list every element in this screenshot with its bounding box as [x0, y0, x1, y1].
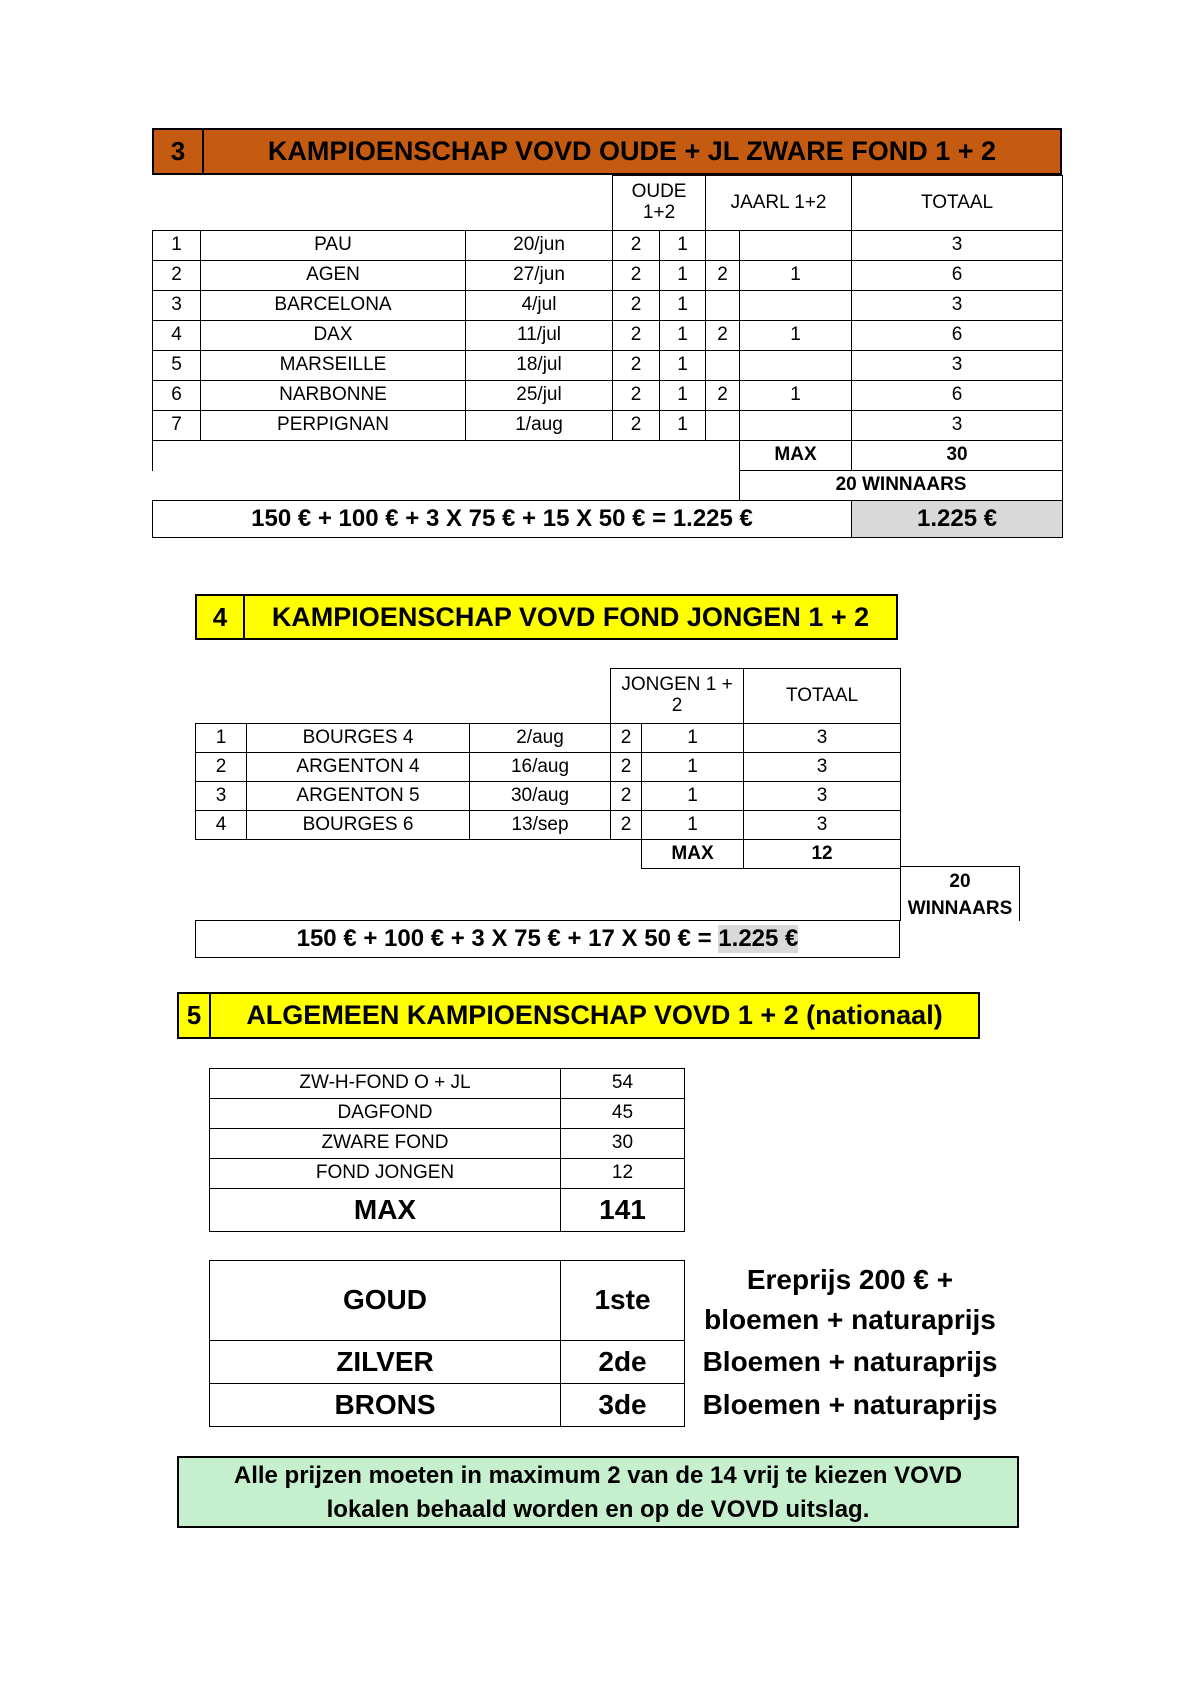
cell-j2	[740, 231, 852, 261]
cell-j1: 2	[706, 321, 740, 351]
cell-j1	[706, 291, 740, 321]
cell-name: BARCELONA	[201, 291, 466, 321]
cell-date: 4/jul	[466, 291, 613, 321]
cell-j1	[706, 411, 740, 441]
cell-nr: 5	[153, 351, 201, 381]
section4-title-bar	[195, 594, 898, 640]
header-totaal: TOTAAL	[852, 176, 1063, 231]
cell-date: 25/jul	[466, 381, 613, 411]
table-row	[210, 1159, 685, 1189]
cell-name: NARBONNE	[201, 381, 466, 411]
table-row	[210, 1099, 685, 1129]
cell-o2: 1	[660, 321, 706, 351]
cell-b: 1	[642, 782, 744, 811]
cell-date: 1/aug	[466, 411, 613, 441]
header-jaarl: JAARL 1+2	[706, 176, 852, 231]
section5-table	[209, 1068, 685, 1232]
cell-o2: 1	[660, 381, 706, 411]
section3-title: KAMPIOENSCHAP VOVD OUDE + JL ZWARE FOND 1 + 2	[267, 136, 997, 166]
section4-formula: 150 € + 100 € + 3 X 75 € + 17 X 50 € =	[296, 925, 712, 952]
prize-place: 2de	[561, 1341, 685, 1384]
cell-nr: 2	[196, 753, 247, 782]
cell-b: 1	[642, 811, 744, 840]
cell-j2	[740, 291, 852, 321]
cell-o2: 1	[660, 231, 706, 261]
cell-name: PERPIGNAN	[201, 411, 466, 441]
cell-date: 13/sep	[470, 811, 611, 840]
cell-value: 12	[561, 1159, 685, 1189]
cell-date: 18/jul	[466, 351, 613, 381]
cell-b: 1	[642, 753, 744, 782]
cell-j2	[740, 351, 852, 381]
cell-o1: 2	[613, 351, 660, 381]
section4-table	[195, 668, 901, 869]
table-row	[153, 291, 1063, 321]
cell-o1: 2	[613, 231, 660, 261]
cell-nr: 3	[196, 782, 247, 811]
cell-nr: 1	[153, 231, 201, 261]
table-row	[196, 753, 901, 782]
section3-total: 1.225 €	[852, 501, 1063, 538]
cell-name: BOURGES 6	[247, 811, 470, 840]
section4-number: 4	[197, 596, 245, 638]
cell-name: ARGENTON 4	[247, 753, 470, 782]
prize-table	[209, 1260, 685, 1427]
cell-o2: 1	[660, 411, 706, 441]
cell-o1: 2	[613, 381, 660, 411]
section5-max-value: 141	[561, 1189, 685, 1232]
section5-max-label: MAX	[210, 1189, 561, 1232]
cell-nr: 7	[153, 411, 201, 441]
cell-value: 45	[561, 1099, 685, 1129]
cell-date: 27/jun	[466, 261, 613, 291]
cell-name: AGEN	[201, 261, 466, 291]
cell-o2: 1	[660, 351, 706, 381]
cell-nr: 1	[196, 724, 247, 753]
cell-nr: 4	[153, 321, 201, 351]
cell-tot: 3	[852, 231, 1063, 261]
cell-tot: 3	[852, 411, 1063, 441]
cell-j2: 1	[740, 261, 852, 291]
table-row	[153, 261, 1063, 291]
cell-j2	[740, 411, 852, 441]
section3-table	[152, 175, 1063, 538]
cell-j1	[706, 231, 740, 261]
cell-b: 1	[642, 724, 744, 753]
cell-tot: 3	[744, 724, 901, 753]
cell-nr: 4	[196, 811, 247, 840]
table-row	[153, 411, 1063, 441]
cell-tot: 6	[852, 381, 1063, 411]
cell-label: ZW-H-FOND O + JL	[210, 1069, 561, 1099]
cell-tot: 6	[852, 261, 1063, 291]
cell-tot: 3	[744, 753, 901, 782]
section4-max-label: MAX	[642, 840, 744, 869]
cell-label: DAGFOND	[210, 1099, 561, 1129]
cell-name: BOURGES 4	[247, 724, 470, 753]
cell-nr: 6	[153, 381, 201, 411]
cell-a: 2	[611, 782, 642, 811]
cell-nr: 3	[153, 291, 201, 321]
section4-title: KAMPIOENSCHAP VOVD FOND JONGEN 1 + 2	[271, 601, 870, 632]
cell-tot: 6	[852, 321, 1063, 351]
cell-tot: 3	[852, 351, 1063, 381]
cell-date: 11/jul	[466, 321, 613, 351]
prize-medal: ZILVER	[210, 1341, 561, 1384]
prize-place: 3de	[561, 1384, 685, 1427]
cell-name: PAU	[201, 231, 466, 261]
cell-o1: 2	[613, 321, 660, 351]
cell-name: MARSEILLE	[201, 351, 466, 381]
cell-nr: 2	[153, 261, 201, 291]
cell-date: 20/jun	[466, 231, 613, 261]
cell-o2: 1	[660, 261, 706, 291]
cell-label: ZWARE FOND	[210, 1129, 561, 1159]
cell-a: 2	[611, 753, 642, 782]
cell-tot: 3	[744, 782, 901, 811]
section3-number: 3	[154, 130, 204, 173]
section4-max-value: 12	[744, 840, 901, 869]
cell-o2: 1	[660, 291, 706, 321]
prize-description: Bloemen + naturaprijs	[702, 1346, 998, 1377]
prize-place: 1ste	[561, 1261, 685, 1341]
cell-o1: 2	[613, 261, 660, 291]
table-row	[210, 1129, 685, 1159]
section3-title-bar	[152, 128, 1062, 175]
section5-title-bar	[177, 992, 980, 1039]
cell-tot: 3	[744, 811, 901, 840]
cell-j1: 2	[706, 381, 740, 411]
section3-formula: 150 € + 100 € + 3 X 75 € + 15 X 50 € = 1.225 €	[153, 501, 852, 538]
section4-formula-box	[195, 920, 900, 958]
cell-name: DAX	[201, 321, 466, 351]
cell-o1: 2	[613, 411, 660, 441]
prize-medal: BRONS	[210, 1384, 561, 1427]
cell-date: 2/aug	[470, 724, 611, 753]
section3-max-value: 30	[852, 441, 1063, 471]
prize-description: Bloemen + naturaprijs	[702, 1389, 998, 1420]
section5-title: ALGEMEEN KAMPIOENSCHAP VOVD 1 + 2 (nationaal)	[246, 1000, 943, 1030]
cell-date: 30/aug	[470, 782, 611, 811]
table-row	[196, 782, 901, 811]
table-row	[153, 231, 1063, 261]
header-totaal-4: TOTAAL	[744, 669, 901, 724]
cell-tot: 3	[852, 291, 1063, 321]
cell-value: 54	[561, 1069, 685, 1099]
cell-j2: 1	[740, 381, 852, 411]
cell-j1: 2	[706, 261, 740, 291]
section5-number: 5	[179, 994, 211, 1037]
section4-total: 1.225 €	[718, 925, 799, 952]
cell-a: 2	[611, 811, 642, 840]
rules-note: Alle prijzen moeten in maximum 2 van de 14 vrij te kiezen VOVD lokalen behaald worden en op de VOVD uitslag.	[177, 1456, 1019, 1528]
header-jongen: JONGEN 1 + 2	[611, 669, 744, 724]
table-row	[210, 1069, 685, 1099]
prize-medal: GOUD	[210, 1261, 561, 1341]
table-row	[153, 321, 1063, 351]
cell-name: ARGENTON 5	[247, 782, 470, 811]
table-row	[153, 351, 1063, 381]
cell-o1: 2	[613, 291, 660, 321]
table-row	[196, 724, 901, 753]
cell-j1	[706, 351, 740, 381]
cell-date: 16/aug	[470, 753, 611, 782]
section4-winners: 20 WINNAARS	[900, 866, 1020, 921]
table-row	[153, 381, 1063, 411]
section3-winners: 20 WINNAARS	[740, 471, 1063, 501]
table-row	[196, 811, 901, 840]
cell-j2: 1	[740, 321, 852, 351]
section3-max-label: MAX	[740, 441, 852, 471]
cell-value: 30	[561, 1129, 685, 1159]
cell-label: FOND JONGEN	[210, 1159, 561, 1189]
prize-description: Ereprijs 200 € + bloemen + naturaprijs	[704, 1264, 996, 1335]
cell-a: 2	[611, 724, 642, 753]
header-oude: OUDE 1+2	[613, 176, 706, 231]
